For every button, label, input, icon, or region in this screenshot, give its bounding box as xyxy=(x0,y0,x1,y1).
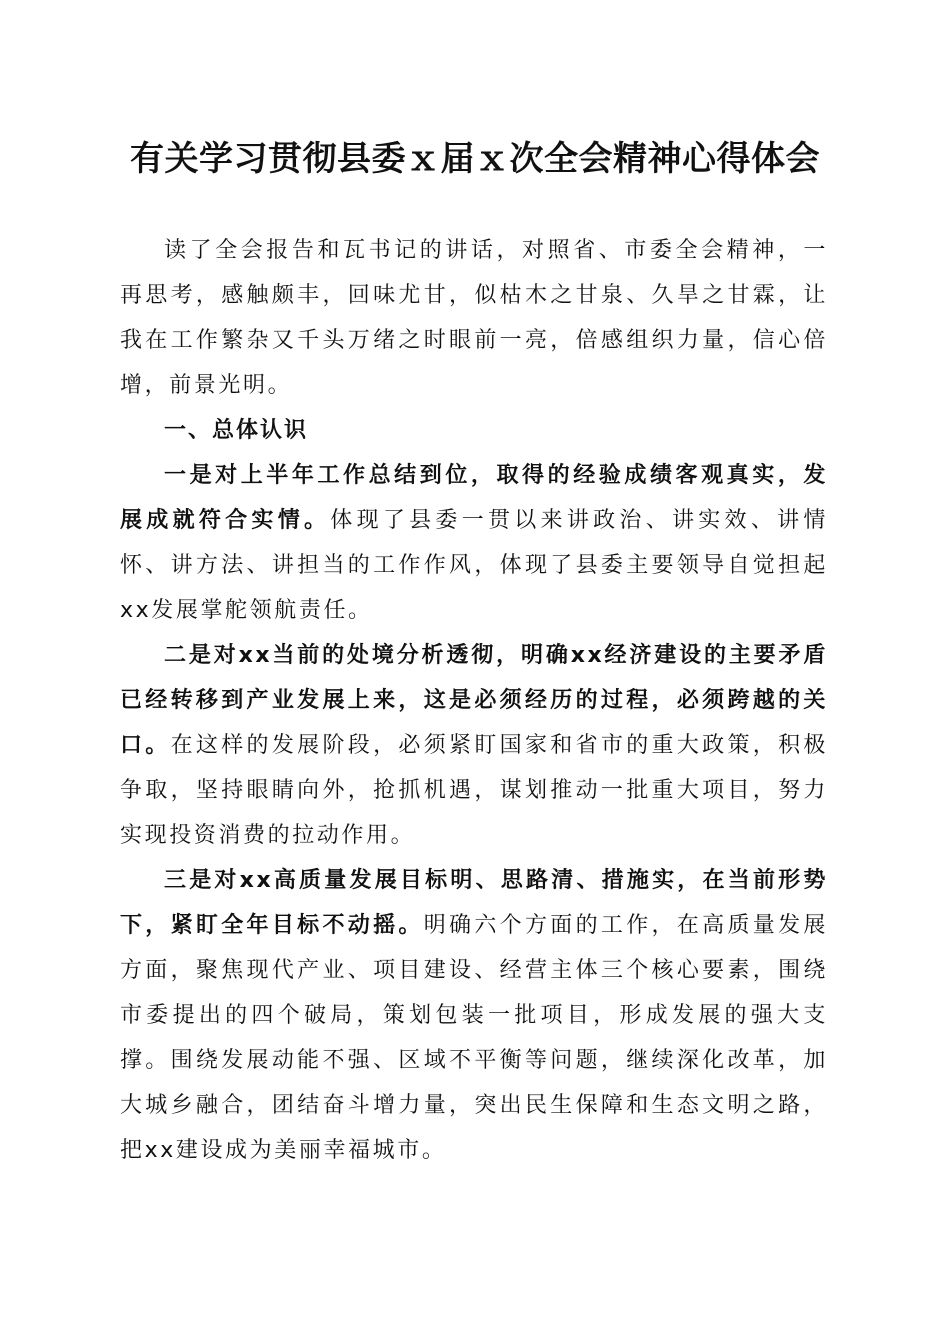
paragraph-1-rest: 体现了县委一贯以来讲政治、讲实效、讲情怀、讲方法、讲担当的工作作风，体现了县委主要领导自觉担起xx发展掌舵领航责任。 xyxy=(120,508,828,623)
paragraph-2-rest: 在这样的发展阶段，必须紧盯国家和省市的重大政策，积极争取，坚持眼睛向外，抢抓机遇，谋划推动一批重大项目，努力实现投资消费的拉动作用。 xyxy=(120,733,828,848)
paragraph-3-lead: 三是对xx高质量发展目标明、思路清、措施实，在当前形势下，紧盯全年目标不动摇。 xyxy=(120,868,828,938)
paragraph-1 xyxy=(120,453,828,633)
paragraph-3-rest: 明确六个方面的工作，在高质量发展方面，聚焦现代产业、项目建设、经营主体三个核心要素，围绕市委提出的四个破局，策划包装一批项目，形成发展的强大支撑。围绕发展动能不强、区域不平衡等问题，继续深化改革，加大城乡融合，团结奋斗增力量，突出民生保障和生态文明之路，把xx建设成为美丽幸福城市。 xyxy=(120,913,828,1163)
paragraph-2 xyxy=(120,633,828,858)
paragraph-1-lead: 一是对上半年工作总结到位，取得的经验成绩客观真实，发展成就符合实情。 xyxy=(120,463,828,533)
paragraph-2-lead: 二是对xx当前的处境分析透彻，明确xx经济建设的主要矛盾已经转移到产业发展上来，这是必须经历的过程，必须跨越的关口。 xyxy=(120,643,828,758)
intro-paragraph: 读了全会报告和瓦书记的讲话，对照省、市委全会精神，一再思考，感触颇丰，回味尤甘，似枯木之甘泉、久旱之甘霖，让我在工作繁杂又千头万绪之时眼前一亮，倍感组织力量，信心倍增，前景光明。 xyxy=(120,238,828,398)
section-heading: 一、总体认识 xyxy=(164,418,309,443)
document-body xyxy=(120,228,828,1173)
document-title: 有关学习贯彻县委ｘ届ｘ次全会精神心得体会 xyxy=(130,139,820,179)
paragraph-3 xyxy=(120,858,828,1173)
